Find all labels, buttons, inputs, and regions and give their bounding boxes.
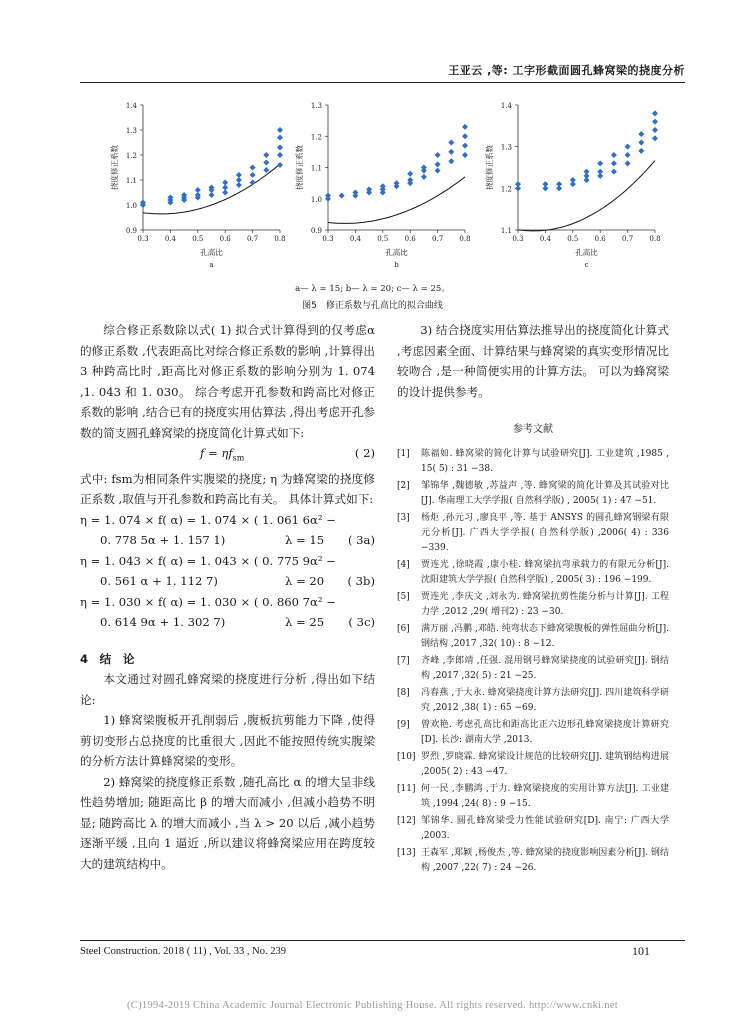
y-tick-label: 1.4: [500, 102, 512, 110]
reference-number: [10]: [397, 751, 416, 762]
reference-number: [12]: [397, 815, 416, 826]
header-rule: [80, 82, 685, 83]
data-point: [584, 169, 590, 175]
data-point: [611, 160, 617, 166]
equation-number: ( 2): [354, 446, 375, 460]
equation-line: η = 1. 074 × f( α) = 1. 074 × ( 1. 061 6α² −: [80, 512, 336, 527]
journal-citation: Steel Construction. 2018 ( 11) , Vol. 33 , No. 239: [80, 946, 287, 957]
data-point: [611, 169, 617, 175]
equation-line: 0. 561 α + 1. 112 7): [100, 574, 218, 589]
y-axis-label: 挠度修正系数: [295, 145, 304, 190]
x-tick-label: 0.4: [539, 235, 551, 243]
paragraph: 3) 结合挠度实用估算法推导出的挠度简化计算式 ,考虑因素全面、计算结果与蜂窝梁的真实变形情况比较吻合 ,是一种简便实用的计算方法。 可以为蜂窝梁的设计提供参考。: [397, 323, 669, 399]
reference-text: 贾连光 ,徐晓霞 ,康小桂. 蜂窝梁抗弯承载力的有限元分析[J]. 沈阳建筑大学学报( 自然科学版) , 2005( 3) : 196 −199.: [421, 559, 669, 585]
section-heading: 4 结 论: [80, 651, 135, 666]
y-tick-label: 1.2: [125, 152, 137, 160]
equation-line: 0. 778 5α + 1. 157 1): [100, 533, 226, 548]
data-point: [394, 180, 400, 186]
data-point: [638, 148, 644, 154]
data-point: [380, 183, 386, 189]
equation-line: η = 1. 043 × f( α) = 1. 043 × ( 0. 775 9α² −: [80, 553, 336, 568]
panel-label: a: [209, 261, 214, 269]
reference-number: [2]: [397, 480, 410, 491]
equation-condition: λ = 20: [285, 574, 325, 589]
equation-number: ( 3a): [347, 533, 375, 548]
reference-text: 陈福如. 蜂窝梁的简化计算与试验研究[J]. 工业建筑 ,1985 , 15( 5) : 31 −38.: [421, 448, 669, 474]
equation-line: 0. 614 9α + 1. 302 7): [100, 615, 226, 630]
data-point: [652, 119, 658, 125]
data-point: [638, 131, 644, 137]
reference-text: 杨炬 ,孙元习 ,廖良平 ,等. 基于 ANSYS 的圆孔蜂窝钢梁有限元分析[J]. 广西大学学报( 自然科学版) ,2006( 4) : 336 −339.: [421, 512, 669, 553]
reference-item: [397, 846, 669, 876]
data-point: [339, 193, 345, 199]
reference-text: 邹锦华 ,魏德敏 ,苏益声 ,等. 蜂窝梁的简化计算及其试验对比[J]. 华南理工大学学报( 自然科学版) , 2005( 1) : 47 −51.: [421, 480, 669, 506]
reference-item: [397, 814, 669, 844]
figure-caption: 图5 修正系数与孔高比的拟合曲线: [302, 301, 443, 311]
data-point: [421, 165, 427, 171]
equation-text: f = ηf: [200, 446, 233, 460]
reference-text: 曾欢艳. 考虑孔高比和距高比正六边形孔蜂窝梁挠度计算研究[D]. 长沙: 湖南大学 ,2013.: [421, 719, 669, 745]
data-point: [556, 181, 562, 187]
x-tick-label: 0.6: [594, 235, 606, 243]
reference-number: [5]: [397, 591, 410, 602]
x-tick-label: 0.4: [164, 235, 176, 243]
y-tick-label: 1.3: [125, 127, 137, 135]
data-point: [625, 152, 631, 158]
data-point: [652, 127, 658, 133]
data-point: [222, 180, 228, 186]
figure-legend: a— λ = 15; b— λ = 20; c— λ = 25。: [295, 284, 450, 294]
reference-number: [11]: [397, 783, 416, 794]
reference-item: [397, 750, 669, 780]
data-point: [462, 143, 468, 149]
x-tick-label: 0.7: [247, 235, 259, 243]
y-tick-label: 1.1: [125, 177, 137, 185]
data-point: [263, 152, 269, 158]
paragraph: 本文通过对圆孔蜂窝梁的挠度进行分析 ,得出如下结论:: [80, 672, 375, 707]
x-tick-label: 0.6: [404, 235, 416, 243]
data-point: [542, 181, 548, 187]
reference-text: 满万丽 ,冯鹏 ,邓皓. 纯弯状态下蜂窝梁腹板的弹性屈曲分析[J]. 钢结构 ,2017 ,32( 10) : 8 −12.: [421, 623, 669, 649]
data-point: [263, 160, 269, 166]
equation-sub: sm: [232, 453, 245, 463]
data-point: [277, 127, 283, 133]
chart-panel-a: [105, 100, 290, 275]
panel-label: b: [394, 261, 399, 269]
y-tick-label: 1.1: [310, 164, 322, 173]
data-point: [597, 169, 603, 175]
reference-number: [8]: [397, 687, 410, 698]
equation-number: ( 3b): [347, 574, 375, 589]
equation-2: [80, 443, 375, 469]
data-point: [421, 174, 427, 180]
reference-item: [397, 622, 669, 652]
y-tick-label: 1.3: [500, 143, 512, 152]
data-point: [652, 135, 658, 141]
y-axis-label: 挠度修正系数: [110, 145, 119, 190]
right-column: [397, 320, 669, 878]
data-point: [570, 177, 576, 183]
data-point: [611, 152, 617, 158]
reference-text: 何一民 ,李鹏鸿 ,于力. 蜂窝梁挠度的实用计算方法[J]. 工业建筑 ,1994 ,24( 8) : 9 −15.: [421, 783, 669, 809]
data-point: [462, 124, 468, 130]
reference-text: 邹锦华. 圆孔蜂窝梁受力性能试验研究[D]. 南宁: 广西大学 ,2003.: [421, 815, 669, 841]
x-tick-label: 0.5: [567, 235, 579, 243]
x-axis-label: 孔高比: [385, 248, 408, 257]
x-tick-label: 0.5: [192, 235, 204, 243]
reference-text: 王森军 ,郑颖 ,杨俊杰 ,等. 蜂窝梁的挠度影响因素分析[J]. 钢结构 ,2007 ,22( 7) : 24 −26.: [421, 847, 669, 873]
reference-text: 罗烈 ,罗晓霖. 蜂窝梁设计规范的比较研究[J]. 建筑钢结构进展 ,2005( 2) : 43 −47.: [421, 751, 669, 777]
data-point: [195, 187, 201, 193]
reference-item: [397, 718, 669, 748]
data-point: [236, 172, 242, 178]
reference-item: [397, 479, 669, 509]
page-number: 101: [632, 944, 650, 958]
chart-panel-c: [480, 100, 665, 275]
footer-rule: [80, 940, 685, 941]
reference-number: [7]: [397, 655, 410, 666]
copyright-watermark: (C)1994-2019 China Academic Journal Electronic Publishing House. All rights reserved. http://www.cnki.net: [127, 1000, 618, 1011]
data-point: [435, 152, 441, 158]
x-tick-label: 0.3: [512, 235, 524, 243]
data-point: [652, 110, 658, 116]
reference-item: [397, 654, 669, 684]
data-point: [366, 186, 372, 192]
x-tick-label: 0.8: [274, 235, 286, 243]
data-point: [625, 144, 631, 150]
reference-item: [397, 686, 669, 716]
data-point: [435, 168, 441, 174]
x-tick-label: 0.8: [649, 235, 661, 243]
paragraph: 式中: fsm为相同条件实腹梁的挠度; η 为蜂窝梁的挠度修正系数 ,取值与开孔参数和跨高比有关。 具体计算式如下:: [80, 471, 375, 507]
data-point: [277, 135, 283, 141]
y-tick-label: 0.9: [310, 227, 322, 235]
y-tick-label: 0.9: [125, 227, 137, 235]
data-point: [407, 171, 413, 177]
x-tick-label: 0.8: [459, 235, 471, 243]
data-point: [448, 158, 454, 164]
data-point: [448, 140, 454, 146]
reference-text: 贾连光 ,李庆文 ,刘永为. 蜂窝梁抗剪性能分析与计算[J]. 工程力学 ,2012 ,29( 增刊2) : 23 −30.: [421, 591, 669, 617]
data-point: [462, 133, 468, 139]
y-tick-label: 1.2: [310, 133, 322, 142]
equation-3a: [80, 510, 375, 551]
equation-3c: [80, 592, 375, 633]
chart-panel-b: [290, 100, 475, 275]
equation-number: ( 3c): [348, 615, 375, 630]
data-point: [277, 162, 283, 168]
equation-condition: λ = 25: [285, 615, 325, 630]
data-point: [407, 177, 413, 183]
data-point: [250, 172, 256, 178]
panel-label: c: [584, 261, 589, 269]
x-axis-label: 孔高比: [200, 248, 223, 257]
y-tick-label: 1.0: [125, 202, 137, 210]
reference-number: [9]: [397, 719, 410, 730]
data-point: [597, 160, 603, 166]
x-tick-label: 0.7: [622, 235, 634, 243]
data-point: [325, 193, 331, 199]
reference-item: [397, 782, 669, 812]
x-tick-label: 0.6: [219, 235, 231, 243]
x-axis-label: 孔高比: [575, 248, 598, 257]
data-point: [462, 152, 468, 158]
data-point: [263, 167, 269, 173]
running-header: 王亚云 ,等: 工字形截面圆孔蜂窝梁的挠度分析: [448, 64, 685, 77]
data-point: [435, 161, 441, 167]
x-tick-label: 0.3: [322, 235, 334, 243]
left-column: [80, 320, 375, 874]
data-point: [448, 149, 454, 155]
data-point: [625, 160, 631, 166]
y-tick-label: 1.0: [310, 195, 322, 204]
data-point: [277, 145, 283, 151]
reference-item: [397, 511, 669, 556]
data-point: [250, 180, 256, 186]
y-tick-label: 1.1: [500, 227, 512, 235]
y-axis-label: 挠度修正系数: [485, 145, 494, 190]
data-point: [352, 190, 358, 196]
reference-number: [4]: [397, 559, 410, 570]
data-point: [515, 181, 521, 187]
paragraph: 综合修正系数除以式( 1) 拟合式计算得到的仅考虑α 的修正系数 ,代表距高比对综合修正系数的影响 ,计算得出 3 种跨高比时 ,距高比对修正系数的影响分别为 1. 074 ,1. 043 和 1. 030。 综合考虑开孔参数和跨高比对修正系数的影响 ,结合已有的挠度实用估算法 ,得出考虑开孔参数的简支圆孔蜂窝梁的挠度简化计算式如下:: [80, 323, 375, 440]
x-tick-label: 0.5: [377, 235, 389, 243]
paragraph: 2) 蜂窝梁的挠度修正系数 ,随孔高比 α 的增大呈非线性趋势增加; 随距高比 β 的增大而减小 ,但减小趋势不明显; 随跨高比 λ 的增大而减小 ,当 λ > 20 以后 ,减小趋势逐渐平缓 ,且向 1 逼近 ,所以建议将蜂窝梁应用在跨度较大的建筑结构中。: [80, 774, 375, 871]
reference-text: 冯春燕 ,于大永. 蜂窝梁挠度计算方法研究[J]. 四川建筑科学研究 ,2012 ,38( 1) : 65 −69.: [421, 687, 669, 713]
data-point: [277, 152, 283, 158]
x-tick-label: 0.4: [349, 235, 361, 243]
paragraph: 1) 蜂窝梁腹板开孔削弱后 ,腹板抗剪能力下降 ,使得剪切变形占总挠度的比重很大 ,因此不能按照传统实腹梁的分析方法计算蜂窝梁的变形。: [80, 713, 375, 769]
reference-list: [397, 447, 669, 876]
data-point: [638, 140, 644, 146]
x-tick-label: 0.3: [137, 235, 149, 243]
equation-3b: [80, 551, 375, 592]
y-tick-label: 1.3: [310, 102, 322, 110]
reference-item: [397, 590, 669, 620]
reference-number: [1]: [397, 448, 410, 459]
y-tick-label: 1.2: [500, 185, 512, 194]
x-tick-label: 0.7: [432, 235, 444, 243]
reference-item: [397, 447, 669, 477]
equation-line: η = 1. 030 × f( α) = 1. 030 × ( 0. 860 7α² −: [80, 594, 336, 609]
data-point: [250, 165, 256, 171]
references-heading: 参考文献: [513, 424, 553, 435]
y-tick-label: 1.4: [125, 102, 137, 110]
reference-number: [13]: [397, 847, 416, 858]
reference-item: [397, 558, 669, 588]
reference-number: [3]: [397, 512, 410, 523]
reference-number: [6]: [397, 623, 410, 634]
equation-condition: λ = 15: [285, 533, 325, 548]
reference-text: 齐峰 ,李郎靖 ,任强. 混用钢号蜂窝梁挠度的试验研究[J]. 钢结构 ,2017 ,32( 5) : 21 −25.: [421, 655, 669, 681]
